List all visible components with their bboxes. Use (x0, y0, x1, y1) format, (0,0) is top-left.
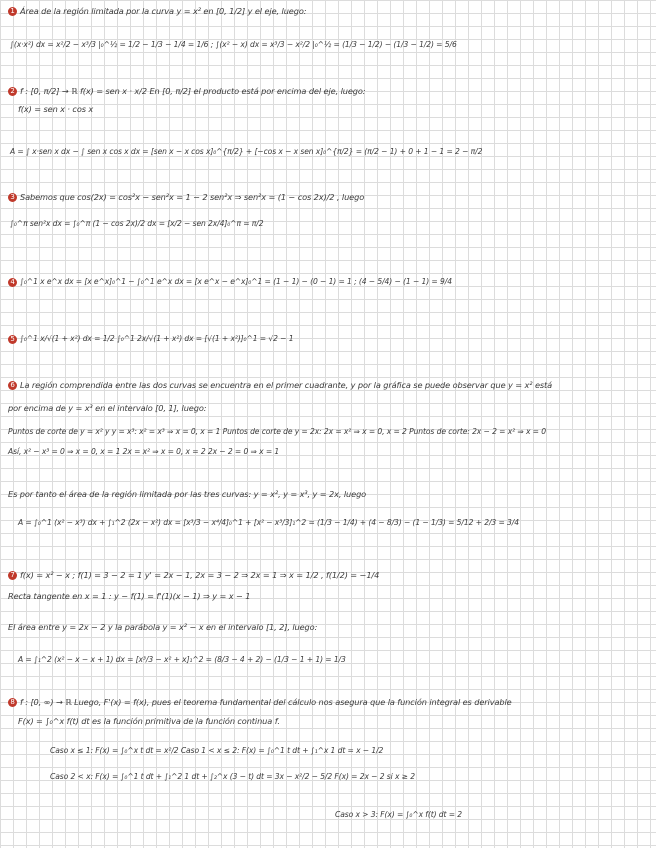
problem-6-statement: 6 La región comprendida entre las dos curvas se encuentra en el primer cuadrante, y por la gráfica se puede observar que y = x² está (8, 380, 552, 390)
problem-8-case-1: Caso x ≤ 1: F(x) = ∫₀^x t dt = x²/2 Caso 1 < x ≤ 2: F(x) = ∫₀^1 t dt + ∫₁^x 1 dt = x − 1/2 (50, 746, 384, 755)
problem-3-integral: ∫₀^π sen²x dx = ∫₀^π (1 − cos 2x)/2 dx = [x/2 − sen 2x/4]₀^π = π/2 (10, 219, 264, 228)
problem-8-case-2: Caso 2 < x: F(x) = ∫₀^1 t dt + ∫₁^2 1 dt + ∫₂^x (3 − t) dt = 3x − x²/2 − 5/2 F(x) = 2x − 2 si x ≥ 2 (50, 772, 415, 781)
problem-8-definition: F(x) = ∫₀^x f(t) dt es la función primitiva de la función continua f. (18, 716, 280, 726)
problem-2-statement: 2 f : [0, π/2] → ℝ f(x) = sen x · x/2 En [0, π/2] el producto está por encima del eje, luego: (8, 86, 365, 96)
problem-5-integral: 5 ∫₀^1 x/√(1 + x²) dx = 1/2 ∫₀^1 2x/√(1 + x²) dx = [√(1 + x²)]₀^1 = √2 − 1 (8, 334, 293, 344)
problem-number-4: 4 (8, 278, 17, 287)
problem-6-conclusion: Es por tanto el área de la región limitada por las tres curvas: y = x², y = x³, y = 2x, luego (8, 489, 367, 499)
problem-number-7: 7 (8, 571, 17, 580)
problem-7-area: A = ∫₁^2 (x² − x − x + 1) dx = [x³/3 − x² + x]₁^2 = (8/3 − 4 + 2) − (1/3 − 1 + 1) = 1/3 (18, 655, 346, 664)
problem-number-2: 2 (8, 87, 17, 96)
problem-6-statement-2: por encima de y = x³ en el intervalo [0, 1], luego: (8, 403, 207, 413)
problem-number-5: 5 (8, 335, 17, 344)
problem-7-region: El área entre y = 2x − 2 y la parábola y = x² − x en el intervalo [1, 2], luego: (8, 622, 318, 632)
problem-7-statement: 7 f(x) = x² − x ; f(1) = 3 − 2 = 1 y' = 2x − 1, 2x = 3 − 2 ⇒ 2x = 1 ⇒ x = 1/2 , f(1/2) = −1/4 (8, 570, 379, 580)
problem-number-8: 8 (8, 698, 17, 707)
problem-1-statement: 1 Área de la región limitada por la curva y = x² en [0, 1/2] y el eje, luego: (8, 6, 306, 16)
problem-number-3: 3 (8, 193, 17, 202)
problem-8-statement: 8 f : [0, ∞) → ℝ Luego, F'(x) = f(x), pues el teorema fundamental del cálculo nos asegura que la función integral es derivable (8, 697, 512, 707)
problem-6-intersections: Puntos de corte de y = x² y y = x³: x² = x³ ⇒ x = 0, x = 1 Puntos de corte de y = 2x: 2x = x² ⇒ x = 0, x = 2 Puntos de corte: 2x − 2 = x² ⇒ x = 0 (8, 427, 546, 436)
problem-8-case-3: Caso x > 3: F(x) = ∫₀^x f(t) dt = 2 (335, 810, 463, 819)
problem-number-1: 1 (8, 7, 17, 16)
problem-3-statement: 3 Sabemos que cos(2x) = cos²x − sen²x = 1 − 2 sen²x ⇒ sen²x = (1 − cos 2x)/2 , luego (8, 192, 364, 202)
problem-6-intersections-2: Así, x² − x³ = 0 ⇒ x = 0, x = 1 2x = x² ⇒ x = 0, x = 2 2x − 2 = 0 ⇒ x = 1 (8, 447, 280, 456)
problem-2-area: A = ∫ x·sen x dx − ∫ sen x cos x dx = [sen x − x cos x]₀^{π/2} + [−cos x − x sen x]₀^{π/2} = (π/2 − 1) + 0 + 1 − 1 = 2 − π/2 (10, 147, 483, 156)
problem-6-area: A = ∫₀^1 (x² − x³) dx + ∫₁^2 (2x − x²) dx = [x³/3 − x⁴/4]₀^1 + [x² − x³/3]₁^2 = (1/3 − 1/4) + (4 − 8/3) − (1 − 1/3) = 5/12 + 2/3 = 3/4 (18, 518, 519, 527)
problem-2-function: f(x) = sen x · cos x (18, 104, 94, 114)
problem-7-tangent: Recta tangente en x = 1 : y − f(1) = f'(1)(x − 1) ⇒ y = x − 1 (8, 591, 251, 601)
problem-1-integrals: ∫(x·x²) dx = x²/2 − x³/3 |₀^½ = 1/2 − 1/3 − 1/4 = 1/6 ; ∫(x² − x) dx = x³/3 − x²/2 |₀^½ = (1/3 − 1/2) − (1/3 − 1/2) = 5/6 (10, 40, 457, 49)
problem-4-integral: 4 ∫₀^1 x e^x dx = [x e^x]₀^1 − ∫₀^1 e^x dx = [x e^x − e^x]₀^1 = (1 − 1) − (0 − 1) = 1 ; (4 − 5/4) − (1 − 1) = 9/4 (8, 277, 452, 287)
problem-number-6: 6 (8, 381, 17, 390)
